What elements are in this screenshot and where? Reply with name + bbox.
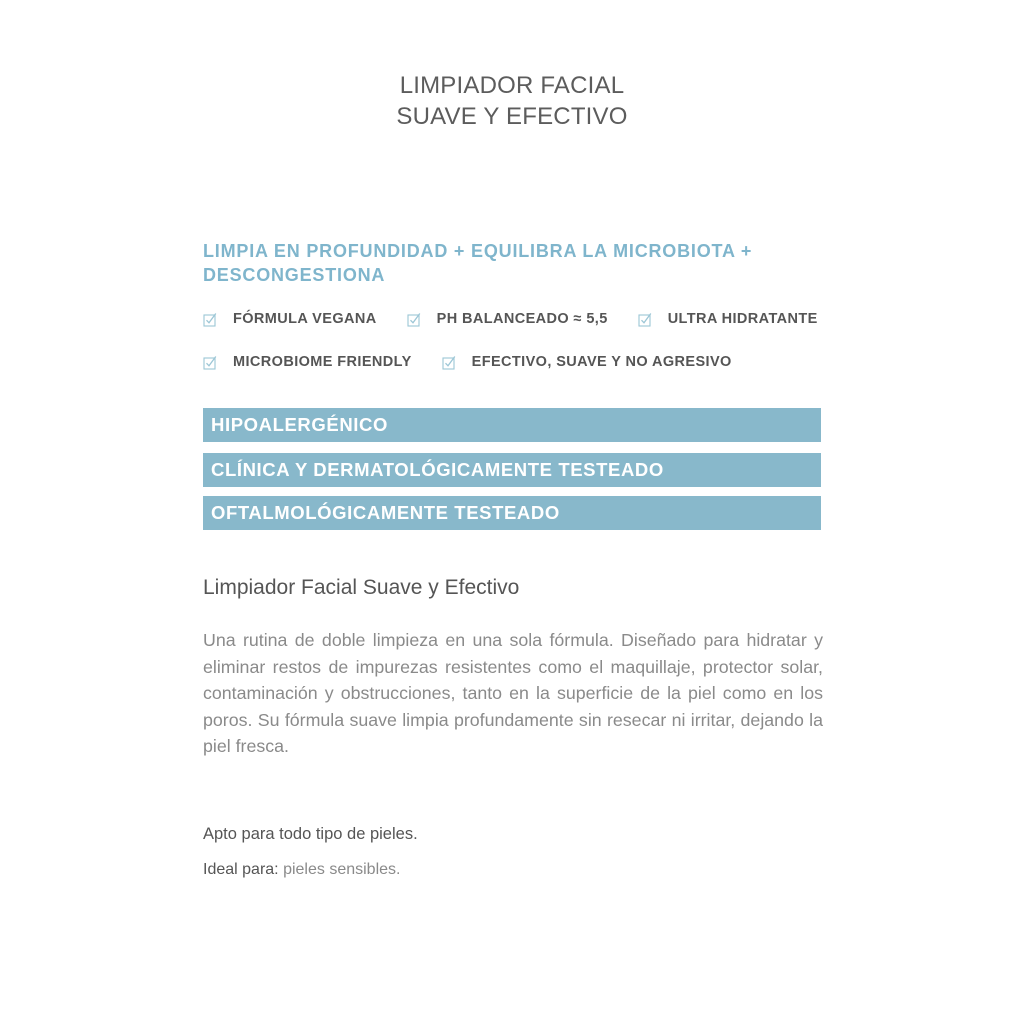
feature-item xyxy=(203,311,377,327)
checkbox-check-icon xyxy=(203,355,218,370)
claim-bar-dermatologically-tested: CLÍNICA Y DERMATOLÓGICAMENTE TESTEADO xyxy=(203,453,821,487)
checkbox-check-icon xyxy=(442,355,457,370)
feature-label: FÓRMULA VEGANA xyxy=(233,311,377,327)
title-line-2: SUAVE Y EFECTIVO xyxy=(396,103,628,130)
feature-row-2 xyxy=(203,351,732,373)
claim-bar-hypoallergenic: HIPOALERGÉNICO xyxy=(203,408,821,442)
feature-row-1 xyxy=(203,308,818,330)
ideal-for-line xyxy=(203,859,400,881)
feature-item xyxy=(203,354,412,370)
benefits-tagline: LIMPIA EN PROFUNDIDAD + EQUILIBRA LA MICROBIOTA + DESCONGESTIONA xyxy=(203,241,753,285)
page-title xyxy=(0,70,1024,132)
product-heading: Limpiador Facial Suave y Efectivo xyxy=(203,576,520,599)
checkbox-check-icon xyxy=(638,312,653,327)
title-line-1: LIMPIADOR FACIAL xyxy=(399,72,625,99)
skin-type-note: Apto para todo tipo de pieles. xyxy=(203,825,418,843)
feature-label: MICROBIOME FRIENDLY xyxy=(233,354,412,370)
feature-label: PH BALANCEADO ≈ 5,5 xyxy=(436,311,608,327)
checkbox-check-icon xyxy=(407,312,422,327)
ideal-for-value: pieles sensibles. xyxy=(283,861,401,878)
product-description: Una rutina de doble limpieza en una sola fórmula. Diseñado para hidratar y eliminar restos de impurezas resistentes como el maquillaje, protector solar, contaminación y obstrucciones, tanto en la superficie de la piel como en los poros. Su fórmula suave limpia profundamente sin resecar ni irritar, dejando la piel fresca. xyxy=(203,630,823,756)
checkbox-check-icon xyxy=(203,312,218,327)
feature-label: ULTRA HIDRATANTE xyxy=(667,311,818,327)
feature-item xyxy=(442,354,732,370)
feature-item xyxy=(407,311,608,327)
claim-bar-ophthalmologically-tested: OFTALMOLÓGICAMENTE TESTEADO xyxy=(203,496,821,530)
feature-item xyxy=(638,311,818,327)
ideal-for-label: Ideal para: xyxy=(203,861,279,878)
feature-label: EFECTIVO, SUAVE Y NO AGRESIVO xyxy=(471,354,732,370)
